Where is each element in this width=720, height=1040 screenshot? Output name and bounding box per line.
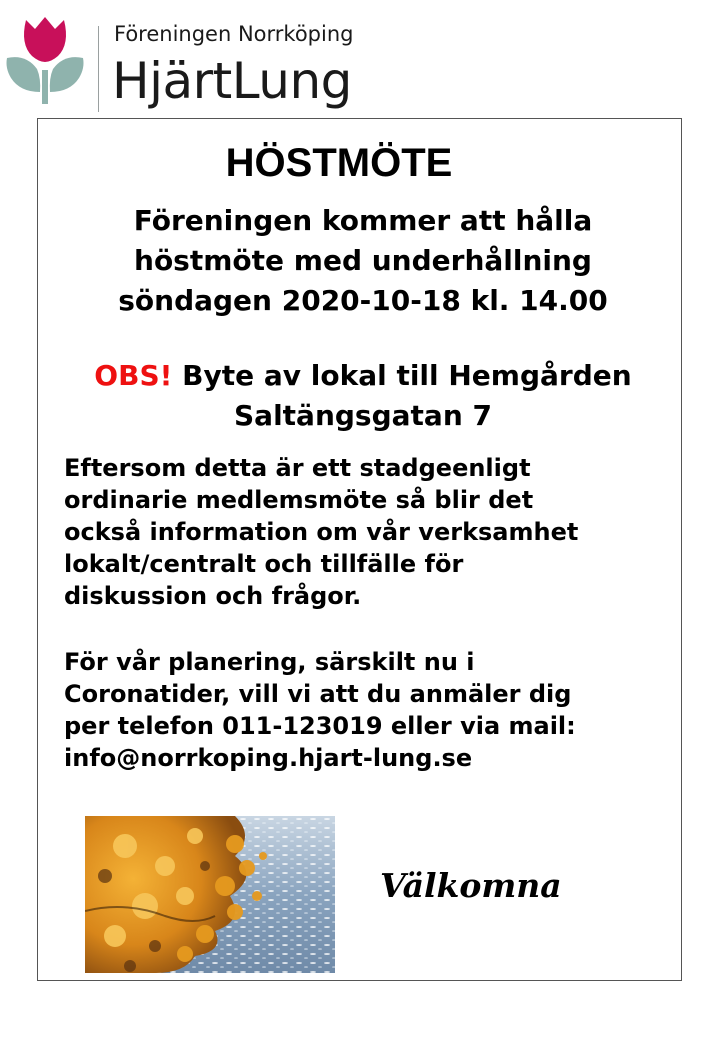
announcement-line: höstmöte med underhållning xyxy=(134,244,592,277)
contact-email: info@norrkoping.hjart-lung.se xyxy=(64,744,473,772)
meeting-info-paragraph xyxy=(64,452,664,612)
paragraph-line: lokalt/centralt och tillfälle för xyxy=(64,550,464,578)
welcome-text: Välkomna xyxy=(380,866,562,905)
announcement-line: Föreningen kommer att hålla xyxy=(133,204,593,237)
venue-change-notice xyxy=(40,356,686,436)
paragraph-line: Coronatider, vill vi att du anmäler dig xyxy=(64,680,572,708)
obs-label: OBS! xyxy=(94,359,173,392)
registration-paragraph xyxy=(64,646,664,774)
autumn-leaves-image xyxy=(85,816,335,973)
notice-title: HÖSTMÖTE xyxy=(225,141,453,185)
paragraph-line: per telefon 011-123019 eller via mail: xyxy=(64,712,576,740)
paragraph-line: också information om vår verksamhet xyxy=(64,518,579,546)
paragraph-line: För vår planering, särskilt nu i xyxy=(64,648,475,676)
organization-logo xyxy=(4,14,384,114)
logo-organization-text: Föreningen Norrköping xyxy=(114,22,354,46)
logo-name-text: HjärtLung xyxy=(112,52,352,110)
paragraph-line: Eftersom detta är ett stadgeenligt xyxy=(64,454,531,482)
heart-lung-flower-icon xyxy=(4,14,86,106)
autumn-leaves-photo xyxy=(85,816,335,973)
logo-divider xyxy=(98,26,99,112)
paragraph-line: diskussion och frågor. xyxy=(64,582,362,610)
paragraph-line: ordinarie medlemsmöte så blir det xyxy=(64,486,534,514)
announcement-line: söndagen 2020-10-18 kl. 14.00 xyxy=(118,284,608,317)
meeting-announcement xyxy=(40,201,686,321)
venue-change-text: Byte av lokal till Hemgården xyxy=(172,359,632,392)
venue-address: Saltängsgatan 7 xyxy=(234,399,492,432)
